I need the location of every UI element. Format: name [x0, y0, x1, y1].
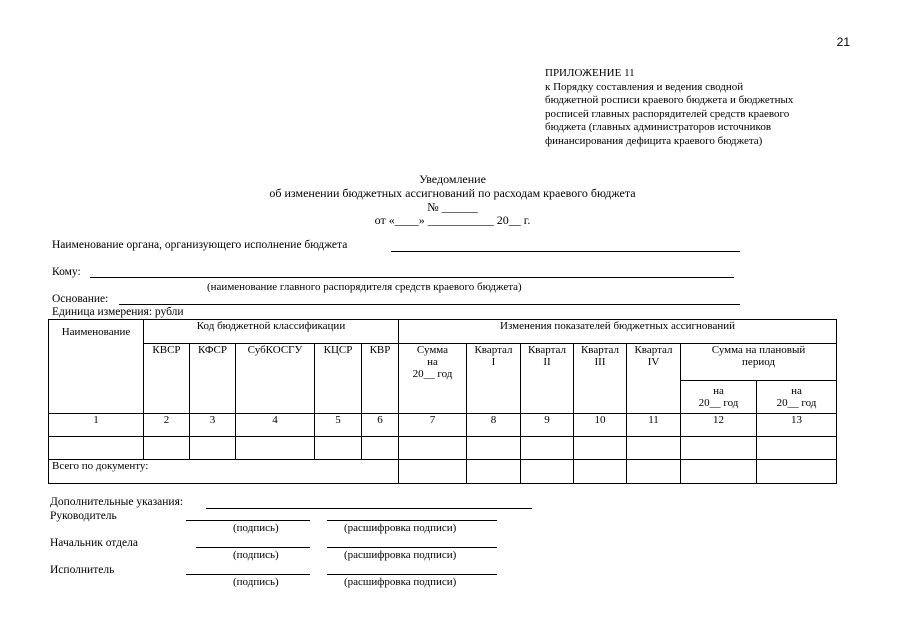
to-label: Кому:: [52, 266, 81, 278]
appendix-line: бюджета (главных администраторов источников: [545, 121, 772, 133]
table-row: [49, 437, 837, 460]
sign-line[interactable]: [196, 547, 310, 548]
total-row: [49, 460, 837, 484]
appendix-block: [545, 67, 855, 148]
col-number: 5: [315, 414, 362, 437]
col-plan-2: [757, 381, 837, 414]
signature-role: Начальник отдела: [50, 537, 138, 549]
decode-line[interactable]: [327, 547, 497, 548]
total-label: Всего по документу:: [49, 460, 399, 484]
appendix-line: к Порядку составления и ведения сводной: [545, 80, 744, 93]
col-kvsr: КВСР: [144, 344, 190, 414]
organ-line[interactable]: [391, 251, 740, 252]
total-cell[interactable]: [399, 460, 467, 484]
appendix-line: финансирования дефицита краевого бюджета): [545, 134, 763, 147]
quarter-num: I: [491, 356, 496, 368]
col-number: 10: [574, 414, 627, 437]
decode-line[interactable]: [327, 574, 497, 575]
plan-group-header: [681, 344, 837, 381]
decode-line[interactable]: [327, 520, 497, 521]
table-cell[interactable]: [521, 437, 574, 460]
col-sum-l1: Сумма: [416, 344, 449, 356]
budget-table: [48, 319, 837, 484]
plan-l2: 20__ год: [698, 397, 739, 409]
col-quarter-1: [467, 344, 521, 414]
total-cell[interactable]: [681, 460, 757, 484]
plan-l1: на: [791, 385, 802, 397]
col-subkosgu: СубКОСГУ: [236, 344, 315, 414]
col-kcsr: КЦСР: [315, 344, 362, 414]
col-number: 9: [521, 414, 574, 437]
total-cell[interactable]: [521, 460, 574, 484]
decode-caption: (расшифровка подписи): [344, 576, 457, 588]
sign-caption: (подпись): [233, 522, 279, 534]
quarter-num: II: [543, 356, 551, 368]
quarter-label: Квартал: [474, 344, 513, 356]
unit-label: Единица измерения: рубли: [52, 306, 184, 318]
to-line[interactable]: [90, 277, 734, 278]
col-kvr: КВР: [362, 344, 399, 414]
appendix-title: ПРИЛОЖЕНИЕ 11: [545, 67, 635, 79]
plan-group-l1: Сумма на плановый: [711, 344, 806, 356]
quarter-label: Квартал: [527, 344, 567, 356]
table-cell[interactable]: [681, 437, 757, 460]
code-group-header: Код бюджетной классификации: [144, 320, 399, 344]
col-number: 4: [236, 414, 315, 437]
col-sum-l3: 20__ год: [412, 368, 453, 380]
quarter-num: IV: [647, 356, 660, 368]
page-number: 21: [836, 35, 850, 49]
col-number: 3: [190, 414, 236, 437]
to-caption: (наименование главного распорядителя средств краевого бюджета): [207, 281, 522, 293]
col-quarter-3: [574, 344, 627, 414]
total-cell[interactable]: [467, 460, 521, 484]
col-quarter-2: [521, 344, 574, 414]
col-number: 8: [467, 414, 521, 437]
col-number: 7: [399, 414, 467, 437]
appendix-line: росписей главных распорядителей средств краевого: [545, 107, 790, 120]
organ-label: Наименование органа, организующего исполнение бюджета: [52, 239, 348, 251]
table-cell[interactable]: [236, 437, 315, 460]
col-quarter-4: [627, 344, 681, 414]
col-number: 6: [362, 414, 399, 437]
table-cell[interactable]: [467, 437, 521, 460]
col-number: 12: [681, 414, 757, 437]
col-number: 11: [627, 414, 681, 437]
basis-line[interactable]: [119, 304, 740, 305]
quarter-label: Квартал: [580, 344, 620, 356]
quarter-label: Квартал: [634, 344, 673, 356]
total-cell[interactable]: [574, 460, 627, 484]
sign-caption: (подпись): [233, 576, 279, 588]
table-cell[interactable]: [315, 437, 362, 460]
table-cell[interactable]: [49, 437, 144, 460]
plan-group-l2: период: [742, 356, 775, 368]
table-cell[interactable]: [190, 437, 236, 460]
col-number: 1: [49, 414, 144, 437]
col-kfsr: КФСР: [190, 344, 236, 414]
sign-line[interactable]: [186, 574, 310, 575]
plan-l2: 20__ год: [776, 397, 817, 409]
col-plan-1: [681, 381, 757, 414]
decode-caption: (расшифровка подписи): [344, 522, 457, 534]
sign-line[interactable]: [186, 520, 310, 521]
notice-date: от «____» ___________ 20__ г.: [374, 213, 531, 227]
signature-role: Исполнитель: [50, 564, 115, 576]
col-sum: [399, 344, 467, 414]
plan-l1: на: [713, 385, 724, 397]
basis-label: Основание:: [52, 293, 109, 305]
notice-title: Уведомление: [419, 172, 486, 186]
name-header: Наименование: [49, 320, 144, 414]
quarter-num: III: [594, 356, 606, 368]
table-cell[interactable]: [757, 437, 837, 460]
column-numbers-row: [49, 414, 837, 437]
col-sum-l2: на: [427, 356, 438, 368]
table-cell[interactable]: [362, 437, 399, 460]
notice-number: № ______: [427, 200, 478, 214]
additional-line[interactable]: [206, 508, 532, 509]
sign-caption: (подпись): [233, 549, 279, 561]
total-cell[interactable]: [627, 460, 681, 484]
col-number: 2: [144, 414, 190, 437]
table-cell[interactable]: [627, 437, 681, 460]
table-cell[interactable]: [144, 437, 190, 460]
signature-role: Руководитель: [50, 510, 117, 522]
decode-caption: (расшифровка подписи): [344, 549, 457, 561]
col-number: 13: [757, 414, 837, 437]
appendix-line: бюджетной росписи краевого бюджета и бюджетных: [545, 94, 794, 106]
notice-subtitle: об изменении бюджетных ассигнований по расходам краевого бюджета: [269, 186, 636, 200]
additional-label: Дополнительные указания:: [50, 496, 184, 508]
table-cell[interactable]: [399, 437, 467, 460]
total-cell[interactable]: [757, 460, 837, 484]
table-cell[interactable]: [574, 437, 627, 460]
changes-group-header: Изменения показателей бюджетных ассигнований: [399, 320, 837, 344]
